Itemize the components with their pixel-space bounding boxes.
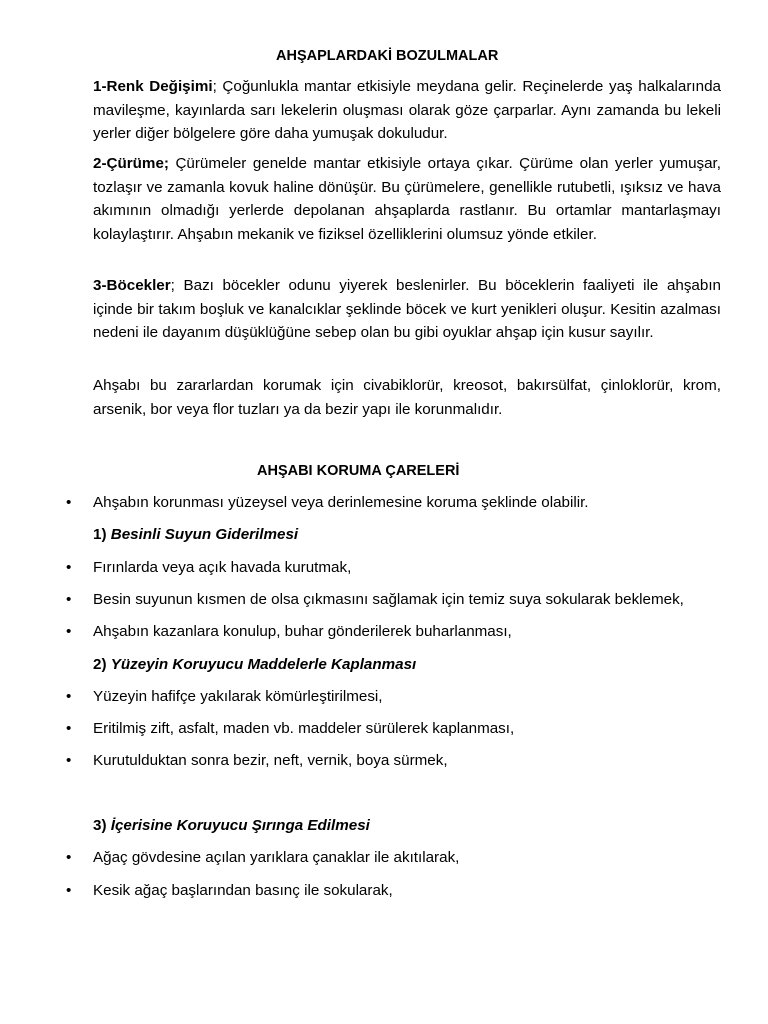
list-item-text: Fırınlarda veya açık havada kurutmak, — [93, 559, 352, 576]
list-item-text: Yüzeyin hafifçe yakılarak kömürleştirilmesi, — [93, 688, 383, 705]
method-number: 3) — [93, 817, 107, 834]
paragraph-label: 3-Böcekler — [93, 277, 171, 294]
bullet-icon: • — [66, 591, 72, 608]
paragraph-curume — [93, 152, 721, 246]
list-item-text: Eritilmiş zift, asfalt, maden vb. maddeler sürülerek kaplanması, — [93, 720, 515, 737]
bullet-icon: • — [66, 720, 72, 737]
method-heading — [93, 524, 298, 546]
list-item-text: Kesik ağaç başlarından basınç ile sokularak, — [93, 882, 393, 899]
method-heading — [93, 654, 416, 676]
paragraph-text: Çürümeler genelde mantar etkisiyle ortaya çıkar. Çürüme olan yerler yumuşar, tozlaşır ve zamanla kovuk haline dönüşür. Bu çürümelere, genellikle rutubetli, ışıksız ve hava akımının olmadığı yerlerde depolanan ahşaplarda rastlanır. Bu ortamlar mantarlaşmayı kolaylaştırır. Ahşabın mekanik ve fiziksel özelliklerini olumsuz yönde etkiler. — [93, 155, 721, 243]
list-item-text: Besin suyunun kısmen de olsa çıkmasını sağlamak için temiz suya sokularak beklemek, — [93, 591, 684, 608]
bullet-icon: • — [66, 752, 72, 769]
list-item — [66, 718, 726, 740]
list-item — [66, 492, 726, 514]
method-title: İçerisine Koruyucu Şırınga Edilmesi — [110, 817, 370, 834]
paragraph-label: 2-Çürüme; — [93, 155, 169, 172]
bullet-icon: • — [66, 688, 72, 705]
bullet-icon: • — [66, 849, 72, 866]
method-title: Yüzeyin Koruyucu Maddelerle Kaplanması — [110, 656, 417, 673]
list-item — [66, 557, 726, 579]
paragraph-bocekler — [93, 274, 721, 345]
list-item — [66, 750, 726, 772]
list-item — [66, 621, 726, 643]
list-item — [66, 847, 726, 869]
method-number: 2) — [93, 656, 107, 673]
list-item-text: Ahşabın kazanlara konulup, buhar gönderilerek buharlanması, — [93, 623, 512, 640]
paragraph-label: 1-Renk Değişimi — [93, 78, 213, 95]
paragraph-text: ; Çoğunlukla mantar etkisiyle meydana gelir. Reçinelerde yaş halkalarında mavileşme, kayınlarda sarı lekelerin oluşması olarak göze çarparlar. Aynı zamanda bu lekeli yerler diğer bölgelere göre daha yumuşak dokuludur. — [93, 78, 721, 142]
bullet-icon: • — [66, 623, 72, 640]
bullet-icon: • — [66, 882, 72, 899]
paragraph-text: ; Bazı böcekler odunu yiyerek beslenirler. Bu böceklerin faaliyeti ile ahşabın içinde bir takım boşluk ve kanalcıklar şeklinde böcek ve kurt yenikleri oluşur. Kesitin azalması nedeni ile dayanım düşüklüğüne sebep olan bu gibi oyuklar ahşap için kusur sayılır. — [93, 277, 721, 341]
method-number: 1) — [93, 526, 107, 543]
list-item-text: Kurutulduktan sonra bezir, neft, vernik, boya sürmek, — [93, 752, 448, 769]
document-title: AHŞAPLARDAKİ BOZULMALAR — [276, 48, 499, 64]
list-item — [66, 589, 726, 611]
method-heading — [93, 815, 370, 837]
bullet-icon: • — [66, 559, 72, 576]
paragraph-koruma-ozet — [93, 374, 721, 421]
paragraph-renk-degisimi — [93, 75, 721, 146]
bullet-icon: • — [66, 494, 72, 511]
list-item-text: Ahşabın korunması yüzeysel veya derinlemesine koruma şeklinde olabilir. — [93, 494, 589, 511]
section-title-koruma: AHŞABI KORUMA ÇARELERİ — [257, 463, 460, 479]
list-item — [66, 686, 726, 708]
list-item — [66, 880, 726, 902]
method-title: Besinli Suyun Giderilmesi — [110, 526, 299, 543]
list-item-text: Ağaç gövdesine açılan yarıklara çanaklar ile akıtılarak, — [93, 849, 460, 866]
paragraph-text: Ahşabı bu zararlardan korumak için civabiklorür, kreosot, bakırsülfat, çinloklorür, krom, arsenik, bor veya flor tuzları ya da bezir yapı ile korunmalıdır. — [93, 377, 721, 418]
